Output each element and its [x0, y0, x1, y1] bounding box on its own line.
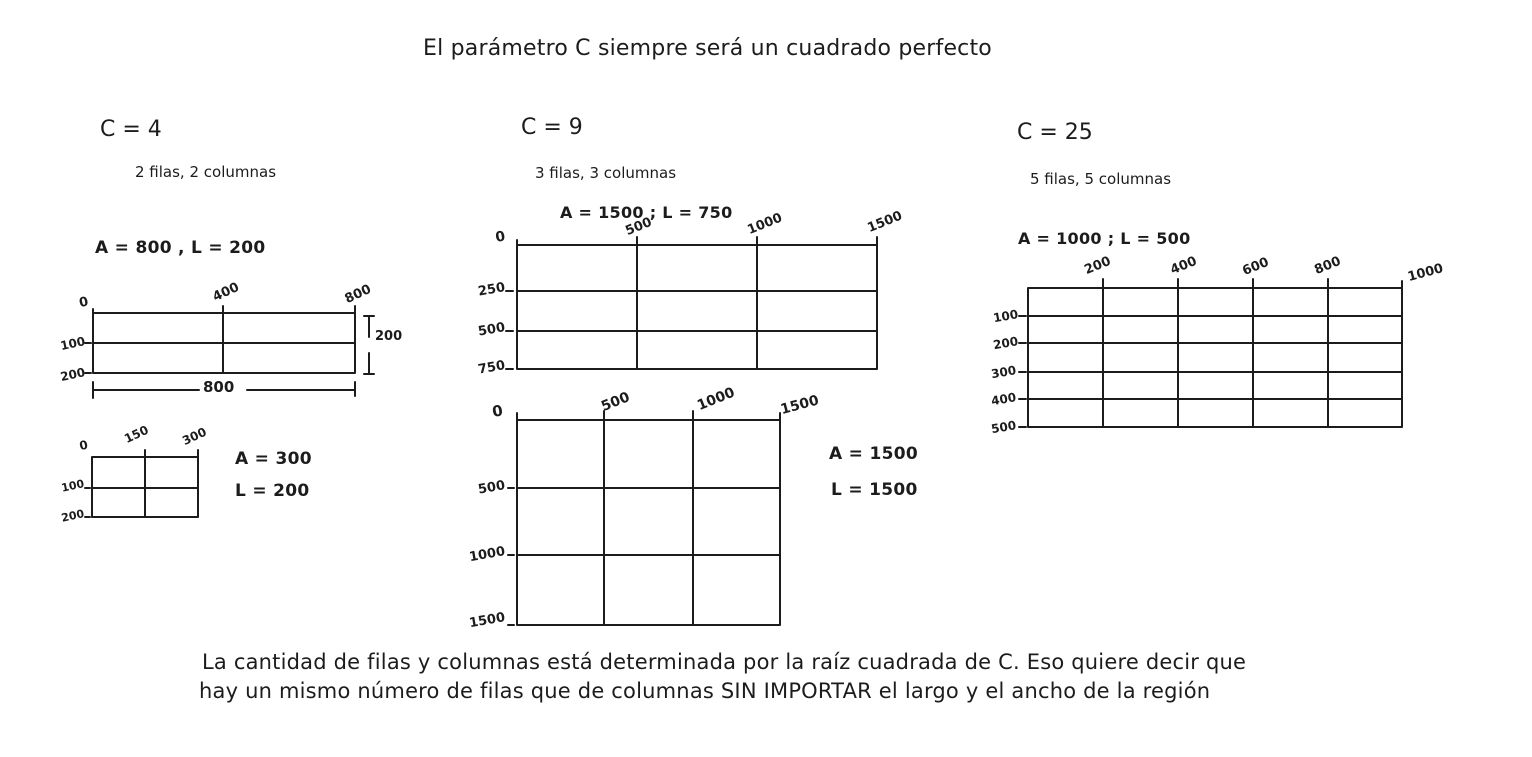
y-axis-tick-label: 200	[59, 365, 87, 385]
x-axis-tick-label: 400	[1168, 253, 1200, 278]
c-value-label: C = 25	[1017, 120, 1093, 145]
x-axis-tick-label: 150	[122, 422, 151, 446]
area-label: A = 1500	[829, 444, 918, 464]
x-axis-tick-label: 0	[78, 437, 90, 453]
x-axis-tick-label: 300	[180, 424, 209, 448]
y-axis-tick-label: 1000	[468, 544, 507, 566]
height-dimension-label: 200	[375, 329, 403, 344]
x-axis-tick-label: 400	[210, 279, 242, 305]
footer-line-1: La cantidad de filas y columnas está determinada por la raíz cuadrada de C. Eso quiere decir que	[202, 650, 1247, 674]
x-axis-tick-label: 500	[599, 389, 633, 415]
y-axis-tick-label: 500	[476, 320, 507, 340]
grid-lines	[517, 245, 877, 369]
footer-line-2: hay un mismo número de filas que de columnas SIN IMPORTAR el largo y el ancho de la región	[199, 679, 1211, 703]
rows-columns-label: 2 filas, 2 columnas	[135, 163, 277, 181]
y-axis-tick-label: 500	[476, 478, 507, 498]
width-dimension-label: 800	[203, 378, 235, 396]
x-axis-tick-label: 500	[623, 214, 655, 239]
area-label: A = 300	[235, 449, 312, 469]
area-length-label: A = 1000 ; L = 500	[1018, 229, 1191, 248]
grid-c4-main	[59, 279, 403, 396]
y-axis-tick-label: 300	[990, 363, 1018, 382]
x-axis-tick-label: 1500	[865, 208, 905, 236]
rows-columns-label: 3 filas, 3 columnas	[535, 164, 677, 182]
length-label: L = 1500	[831, 480, 918, 500]
y-axis-tick-label: 250	[476, 280, 507, 300]
x-axis-tick-label: 1000	[745, 210, 785, 238]
y-axis-tick-label: 1500	[468, 610, 507, 632]
y-axis-tick-label: 100	[59, 334, 87, 354]
x-axis-tick-label: 800	[342, 281, 374, 307]
grid-c25	[990, 253, 1445, 437]
y-axis-tick-label: 100	[992, 307, 1020, 326]
x-axis-tick-label: 0	[494, 228, 507, 246]
x-axis-tick-label: 0	[490, 401, 505, 421]
area-length-label: A = 800 , L = 200	[95, 238, 266, 258]
x-axis-tick-label: 0	[77, 294, 90, 311]
grid-lines	[93, 313, 355, 373]
y-axis-tick-label: 100	[60, 477, 86, 495]
y-axis-tick-label: 200	[60, 507, 86, 525]
page-title: El parámetro C siempre será un cuadrado perfecto	[423, 36, 992, 61]
x-axis-tick-label: 800	[1312, 253, 1344, 278]
y-axis-tick-label: 400	[990, 390, 1018, 409]
x-axis-tick-label: 1000	[695, 384, 738, 414]
grid-lines	[1028, 288, 1402, 427]
rows-columns-label: 5 filas, 5 columnas	[1030, 170, 1172, 188]
grid-c9-square	[468, 384, 918, 632]
y-axis-tick-label: 750	[476, 358, 507, 378]
grid-lines	[92, 457, 198, 517]
x-axis-tick-label: 600	[1240, 254, 1272, 279]
area-length-label: A = 1500 ; L = 750	[560, 203, 733, 222]
x-axis-tick-label: 200	[1082, 253, 1114, 278]
c-value-label: C = 9	[521, 115, 583, 140]
grid-lines	[517, 420, 780, 625]
grid-c4-small	[60, 422, 312, 525]
y-axis-tick-label: 500	[990, 418, 1018, 437]
x-axis-tick-label: 1500	[778, 392, 821, 418]
c-value-label: C = 4	[100, 117, 162, 142]
length-label: L = 200	[235, 481, 310, 501]
y-axis-tick-label: 200	[992, 334, 1020, 353]
x-axis-tick-label: 1000	[1406, 261, 1445, 285]
